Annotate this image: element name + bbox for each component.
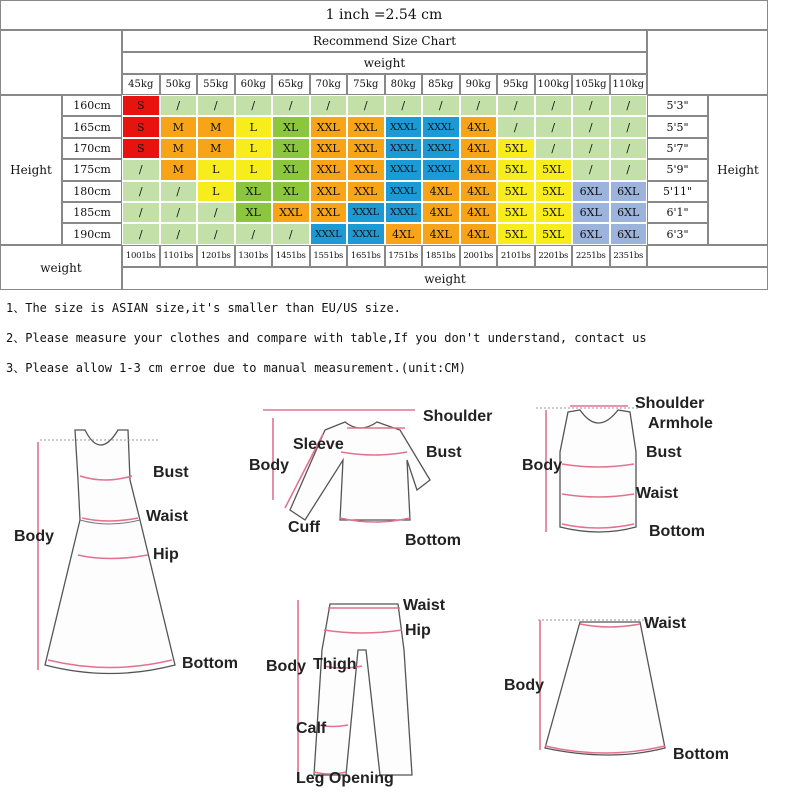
size-cell: / [160,95,198,116]
weight-lbs-header: 2001bs [460,245,498,267]
shirt-bottom-label: Bottom [405,532,461,549]
size-cell: L [235,159,273,180]
size-cell: 5XL [497,202,535,223]
size-cell: XXL [310,181,348,202]
size-cell: 4XL [385,223,423,244]
chart-title: Recommend Size Chart [122,30,647,52]
tank-armhole-label: Armhole [648,415,713,432]
weight-lbs-header: 2101bs [497,245,535,267]
size-cell: 5XL [535,223,573,244]
size-cell: XXL [310,202,348,223]
size-cell: / [610,138,648,159]
weight-lbs-header: 1101bs [160,245,198,267]
size-cell: XXL [347,138,385,159]
pants-hip-label: Hip [405,622,431,639]
height-ft: 5'11" [647,181,708,202]
pants-leg-opening-label: Leg Opening [296,770,394,787]
shirt-sleeve-label: Sleeve [293,436,344,453]
weight-kg-header: 85kg [422,74,460,95]
size-cell: XXXL [385,159,423,180]
pants-body-label: Body [266,658,306,675]
size-cell: / [235,95,273,116]
size-cell: / [497,95,535,116]
size-cell: 4XL [422,181,460,202]
size-cell: 4XL [460,202,498,223]
size-cell: XXL [347,181,385,202]
height-ft: 5'5" [647,116,708,137]
size-cell: / [122,202,160,223]
size-cell: 5XL [535,181,573,202]
height-ft: 5'7" [647,138,708,159]
dress-diagram [0,420,250,680]
size-cell: L [197,159,235,180]
height-cm: 190cm [62,223,122,244]
pants-calf-label: Calf [296,720,327,737]
size-cell: 6XL [610,202,648,223]
note-measure: 2、Please measure your clothes and compare with table,If you don't understand, contact us [6,331,647,345]
tank-bust-label: Bust [646,444,682,461]
height-cm: 185cm [62,202,122,223]
size-cell: 6XL [572,223,610,244]
tank-diagram [518,392,800,552]
size-cell: XXXL [385,116,423,137]
size-cell: XL [272,116,310,137]
size-cell: 4XL [422,202,460,223]
size-cell: XL [272,181,310,202]
size-cell: 5XL [535,202,573,223]
weight-kg-header: 90kg [460,74,498,95]
size-cell: L [235,116,273,137]
size-cell: XL [272,138,310,159]
size-cell: 5XL [497,181,535,202]
size-cell: / [160,202,198,223]
weight-kg-header: 60kg [235,74,273,95]
chart-corner-right [647,30,768,95]
size-cell: XL [272,159,310,180]
dress-bust-label: Bust [153,464,189,481]
weight-lbs-header: 1751bs [385,245,423,267]
height-ft: 5'9" [647,159,708,180]
size-cell: / [197,95,235,116]
weight-lbs-header: 1851bs [422,245,460,267]
size-cell: XXL [347,116,385,137]
weight-kg-header: 105kg [572,74,610,95]
size-cell: / [572,138,610,159]
size-cell: / [535,95,573,116]
size-cell: M [197,116,235,137]
weight-lbs-header: 1651bs [347,245,385,267]
size-chart [0,0,800,292]
size-cell: / [572,116,610,137]
weight-kg-header: 70kg [310,74,348,95]
size-cell: / [610,95,648,116]
size-cell: XL [235,181,273,202]
size-cell: / [610,159,648,180]
weight-lbs-header: 1001bs [122,245,160,267]
size-cell: XXL [310,138,348,159]
size-cell: / [385,95,423,116]
weight-footer: weight [122,267,768,290]
weight-kg-header: 110kg [610,74,648,95]
weight-lbs-header: 1451bs [272,245,310,267]
weight-kg-header: 50kg [160,74,198,95]
weight-lbs-header: 1201bs [197,245,235,267]
tank-shoulder-label: Shoulder [635,395,705,412]
size-cell: XXXL [385,181,423,202]
size-cell: 5XL [497,138,535,159]
size-cell: 4XL [460,159,498,180]
size-cell: M [160,159,198,180]
size-cell: XXL [310,159,348,180]
size-cell: 4XL [460,181,498,202]
weight-kg-header: 55kg [197,74,235,95]
size-cell: / [122,159,160,180]
size-cell: / [422,95,460,116]
size-cell: L [235,138,273,159]
skirt-bottom-label: Bottom [673,746,729,763]
skirt-diagram [500,600,800,800]
pants-illustration [262,590,462,800]
size-cell: / [197,202,235,223]
weight-lbs-header: 2251bs [572,245,610,267]
pants-waist-label: Waist [403,597,446,614]
height-ft: 6'1" [647,202,708,223]
weight-header: weight [122,52,647,74]
size-cell: / [310,95,348,116]
size-cell: / [572,159,610,180]
shirt-shoulder-label: Shoulder [423,408,493,425]
height-cm: 180cm [62,181,122,202]
size-cell: / [535,116,573,137]
shirt-bust-label: Bust [426,444,462,461]
tank-bottom-label: Bottom [649,523,705,540]
dress-hip-label: Hip [153,546,179,563]
size-cell: L [197,181,235,202]
dress-body-label: Body [14,528,54,545]
size-cell: M [197,138,235,159]
weight-kg-header: 100kg [535,74,573,95]
size-cell: 4XL [460,116,498,137]
chart-lbs-right [647,245,768,267]
skirt-waist-label: Waist [644,615,687,632]
size-cell: / [122,181,160,202]
tank-body-label: Body [522,457,562,474]
size-cell: / [497,116,535,137]
size-cell: 6XL [610,223,648,244]
height-ft: 5'3" [647,95,708,116]
weight-kg-header: 45kg [122,74,160,95]
size-cell: / [610,116,648,137]
note-tolerance: 3、Please allow 1-3 cm erroe due to manual measurement.(unit:CM) [6,361,466,375]
size-cell: XXXL [385,138,423,159]
weight-kg-header: 65kg [272,74,310,95]
weight-lbs-header: 2351bs [610,245,648,267]
shirt-diagram [245,400,505,560]
shirt-cuff-label: Cuff [288,519,320,536]
tank-waist-label: Waist [636,485,679,502]
size-cell: / [160,223,198,244]
conversion-note: 1 inch =2.54 cm [0,0,768,30]
height-cm: 160cm [62,95,122,116]
size-cell: M [160,116,198,137]
height-label-left: Height [0,95,62,245]
size-cell: S [122,95,160,116]
size-cell: XXXL [310,223,348,244]
size-cell: XXL [310,116,348,137]
size-cell: / [160,181,198,202]
size-cell: XXXL [347,202,385,223]
size-cell: 5XL [497,159,535,180]
size-cell: / [272,223,310,244]
shirt-body-label: Body [249,457,289,474]
size-cell: / [572,95,610,116]
size-cell: XXL [347,159,385,180]
size-cell: XXXL [347,223,385,244]
height-cm: 165cm [62,116,122,137]
height-ft: 6'3" [647,223,708,244]
size-cell: / [272,95,310,116]
weight-lbs-header: 1301bs [235,245,273,267]
height-label-right: Height [708,95,768,245]
height-cm: 170cm [62,138,122,159]
weight-label-left: weight [0,245,122,290]
size-cell: 4XL [422,223,460,244]
size-cell: M [160,138,198,159]
size-cell: XL [235,202,273,223]
size-cell: 6XL [610,181,648,202]
size-cell: 4XL [460,223,498,244]
weight-kg-header: 75kg [347,74,385,95]
size-cell: XXL [272,202,310,223]
weight-kg-header: 95kg [497,74,535,95]
note-asian-size: 1、The size is ASIAN size,it's smaller than EU/US size. [6,301,401,315]
size-cell: 5XL [497,223,535,244]
size-cell: 6XL [572,202,610,223]
size-cell: / [535,138,573,159]
size-cell: XXXL [422,159,460,180]
chart-corner [0,30,122,95]
dress-waist-label: Waist [146,508,189,525]
weight-lbs-header: 2201bs [535,245,573,267]
size-cell: XXXL [385,202,423,223]
dress-bottom-label: Bottom [182,655,238,672]
weight-kg-header: 80kg [385,74,423,95]
size-cell: S [122,138,160,159]
weight-lbs-header: 1551bs [310,245,348,267]
dress-illustration [0,420,250,680]
size-cell: XXXL [422,138,460,159]
size-cell: S [122,116,160,137]
size-cell: / [347,95,385,116]
size-cell: 5XL [535,159,573,180]
pants-thigh-label: Thigh [313,656,357,673]
size-cell: 4XL [460,138,498,159]
size-cell: / [235,223,273,244]
size-cell: XXXL [422,116,460,137]
size-cell: 6XL [572,181,610,202]
pants-diagram [262,590,462,800]
size-cell: / [122,223,160,244]
size-cell: / [460,95,498,116]
skirt-body-label: Body [504,677,544,694]
height-cm: 175cm [62,159,122,180]
size-cell: / [197,223,235,244]
